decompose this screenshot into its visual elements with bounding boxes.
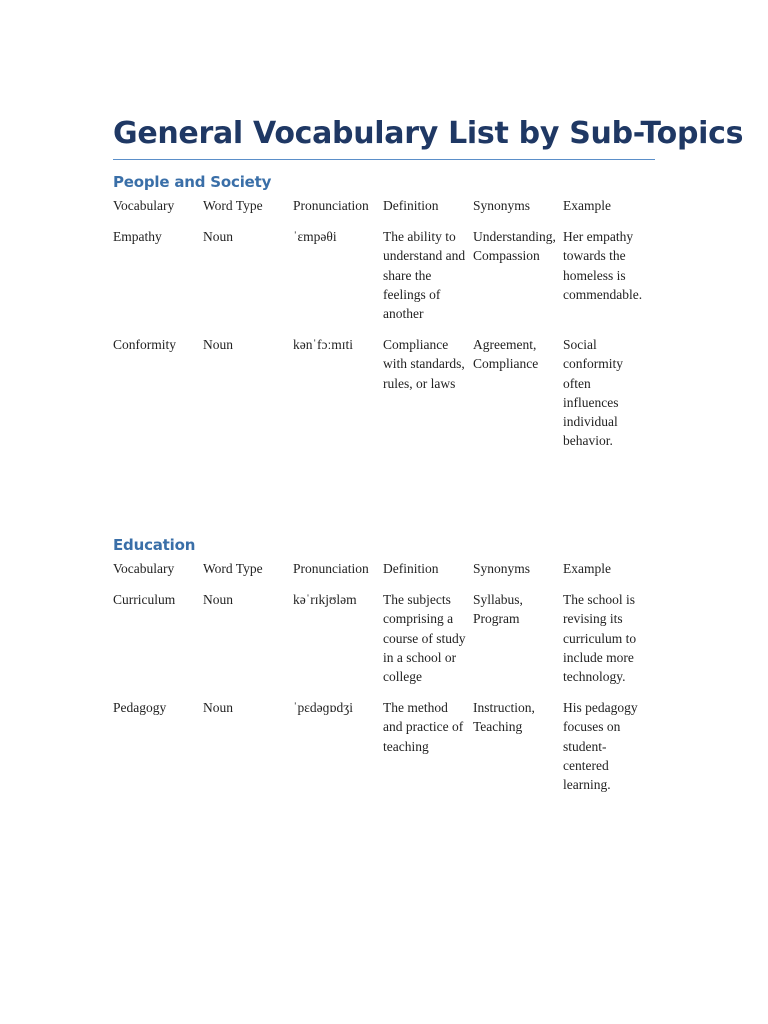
cell-vocabulary: Empathy	[113, 229, 162, 245]
cell-vocabulary: Curriculum	[113, 592, 176, 608]
cell-definition: Compliance with standards, rules, or laws	[383, 337, 465, 391]
column-header-word-type: Word Type	[203, 561, 263, 576]
cell-example: The school is revising its curriculum to include more technology.	[563, 592, 637, 685]
cell-example: His pedagogy focuses on student-centered learning.	[563, 700, 638, 793]
cell-definition: The method and practice of teaching	[383, 700, 464, 754]
cell-pronunciation: kənˈfɔːmɪti	[293, 337, 353, 353]
table-row	[113, 698, 653, 806]
column-header-pronunciation: Pronunciation	[293, 198, 369, 213]
section-heading-education: Education	[113, 536, 196, 554]
table-row	[113, 335, 653, 462]
cell-pronunciation: ˈpɛdəɡɒdʒi	[293, 700, 353, 716]
column-header-example: Example	[563, 561, 611, 576]
column-header-definition: Definition	[383, 561, 439, 576]
cell-vocabulary: Pedagogy	[113, 700, 167, 716]
cell-synonyms: Syllabus, Program	[473, 592, 523, 627]
cell-pronunciation: ˈɛmpəθi	[293, 229, 337, 245]
vocabulary-table-people-and-society	[113, 196, 653, 462]
cell-vocabulary: Conformity	[113, 337, 176, 353]
column-header-vocabulary: Vocabulary	[113, 561, 175, 576]
column-header-example: Example	[563, 198, 611, 213]
cell-word-type: Noun	[203, 592, 233, 608]
section-heading-people-and-society: People and Society	[113, 173, 272, 191]
cell-word-type: Noun	[203, 337, 233, 353]
document-title: General Vocabulary List by Sub-Topics	[113, 114, 655, 160]
cell-synonyms: Instruction, Teaching	[473, 700, 535, 735]
column-header-vocabulary: Vocabulary	[113, 198, 175, 213]
column-header-synonyms: Synonyms	[473, 198, 531, 213]
vocabulary-table-education	[113, 559, 653, 806]
column-header-word-type: Word Type	[203, 198, 263, 213]
cell-example: Social conformity often influences individual behavior.	[563, 337, 623, 449]
column-header-synonyms: Synonyms	[473, 561, 531, 576]
cell-definition: The subjects comprising a course of study in a school or college	[383, 592, 466, 685]
column-header-pronunciation: Pronunciation	[293, 561, 369, 576]
cell-pronunciation: kəˈrɪkjʊləm	[293, 592, 357, 608]
table-row	[113, 227, 653, 335]
table-header-row	[113, 196, 653, 227]
cell-synonyms: Agreement, Compliance	[473, 337, 539, 372]
cell-word-type: Noun	[203, 700, 233, 716]
cell-example: Her empathy towards the homeless is commendable.	[563, 229, 643, 302]
column-header-definition: Definition	[383, 198, 439, 213]
table-header-row	[113, 559, 653, 590]
cell-synonyms: Understanding, Compassion	[473, 229, 556, 264]
cell-word-type: Noun	[203, 229, 233, 245]
table-row	[113, 590, 653, 698]
cell-definition: The ability to understand and share the feelings of another	[383, 229, 466, 322]
